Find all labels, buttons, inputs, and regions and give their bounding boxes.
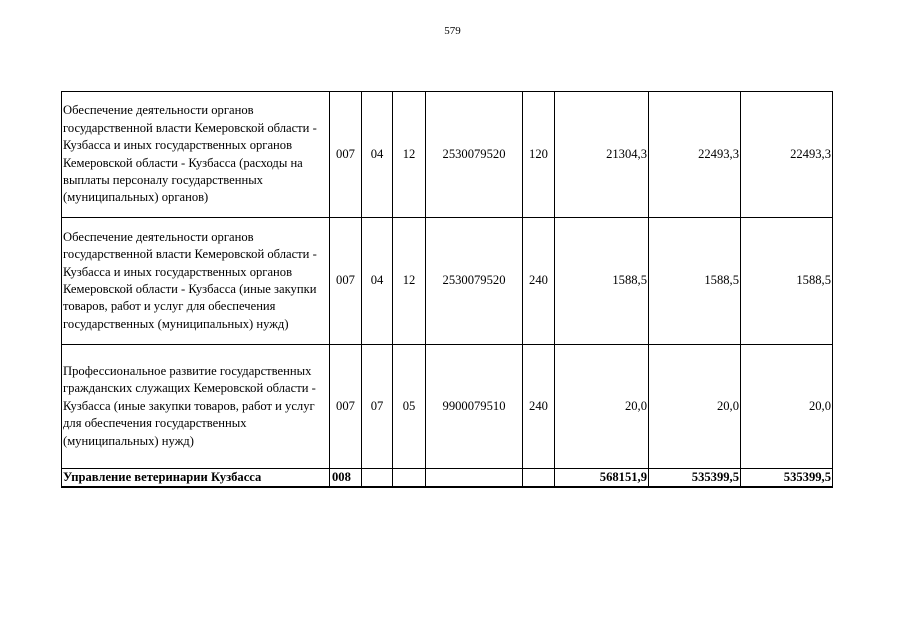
subsection-code: 05 xyxy=(393,345,426,469)
total-row-name: Управление ветеринарии Кузбасса xyxy=(62,469,330,488)
page-number: 579 xyxy=(444,25,461,37)
target-article-code: 2530079520 xyxy=(426,218,523,345)
budget-table xyxy=(61,91,833,488)
total-amount-year-2: 535399,5 xyxy=(649,469,741,488)
amount-year-1: 1588,5 xyxy=(555,218,649,345)
total-ministry-code: 008 xyxy=(330,469,362,488)
table-row xyxy=(62,345,833,469)
total-section-code xyxy=(362,469,393,488)
subsection-code: 12 xyxy=(393,218,426,345)
total-subsection-code xyxy=(393,469,426,488)
expense-type-code: 120 xyxy=(523,92,555,218)
table-row xyxy=(62,218,833,345)
amount-year-3: 20,0 xyxy=(741,345,833,469)
amount-year-1: 21304,3 xyxy=(555,92,649,218)
total-target-article-code xyxy=(426,469,523,488)
target-article-code: 2530079520 xyxy=(426,92,523,218)
amount-year-3: 22493,3 xyxy=(741,92,833,218)
subsection-code: 12 xyxy=(393,92,426,218)
amount-year-1: 20,0 xyxy=(555,345,649,469)
target-article-code: 9900079510 xyxy=(426,345,523,469)
table-row xyxy=(62,92,833,218)
total-amount-year-3: 535399,5 xyxy=(741,469,833,488)
amount-year-2: 22493,3 xyxy=(649,92,741,218)
amount-year-2: 20,0 xyxy=(649,345,741,469)
total-row xyxy=(62,469,833,488)
ministry-code: 007 xyxy=(330,345,362,469)
amount-year-3: 1588,5 xyxy=(741,218,833,345)
row-name: Обеспечение деятельности органов государственной власти Кемеровской области - Кузбасса и иных государственных органов Кемеровской области - Кузбасса (расходы на выплаты персоналу государственных (муниципальных) органов) xyxy=(62,92,330,218)
ministry-code: 007 xyxy=(330,218,362,345)
section-code: 04 xyxy=(362,92,393,218)
total-amount-year-1: 568151,9 xyxy=(555,469,649,488)
total-expense-type-code xyxy=(523,469,555,488)
section-code: 04 xyxy=(362,218,393,345)
expense-type-code: 240 xyxy=(523,218,555,345)
row-name: Профессиональное развитие государственных гражданских служащих Кемеровской области - Кузбасса (иные закупки товаров, работ и услуг для обеспечения государственных (муниципальных) нужд) xyxy=(62,345,330,469)
expense-type-code: 240 xyxy=(523,345,555,469)
ministry-code: 007 xyxy=(330,92,362,218)
amount-year-2: 1588,5 xyxy=(649,218,741,345)
section-code: 07 xyxy=(362,345,393,469)
row-name: Обеспечение деятельности органов государственной власти Кемеровской области - Кузбасса и иных государственных органов Кемеровской области - Кузбасса (иные закупки товаров, работ и услуг для обеспечения государственных (муниципальных) нужд) xyxy=(62,218,330,345)
